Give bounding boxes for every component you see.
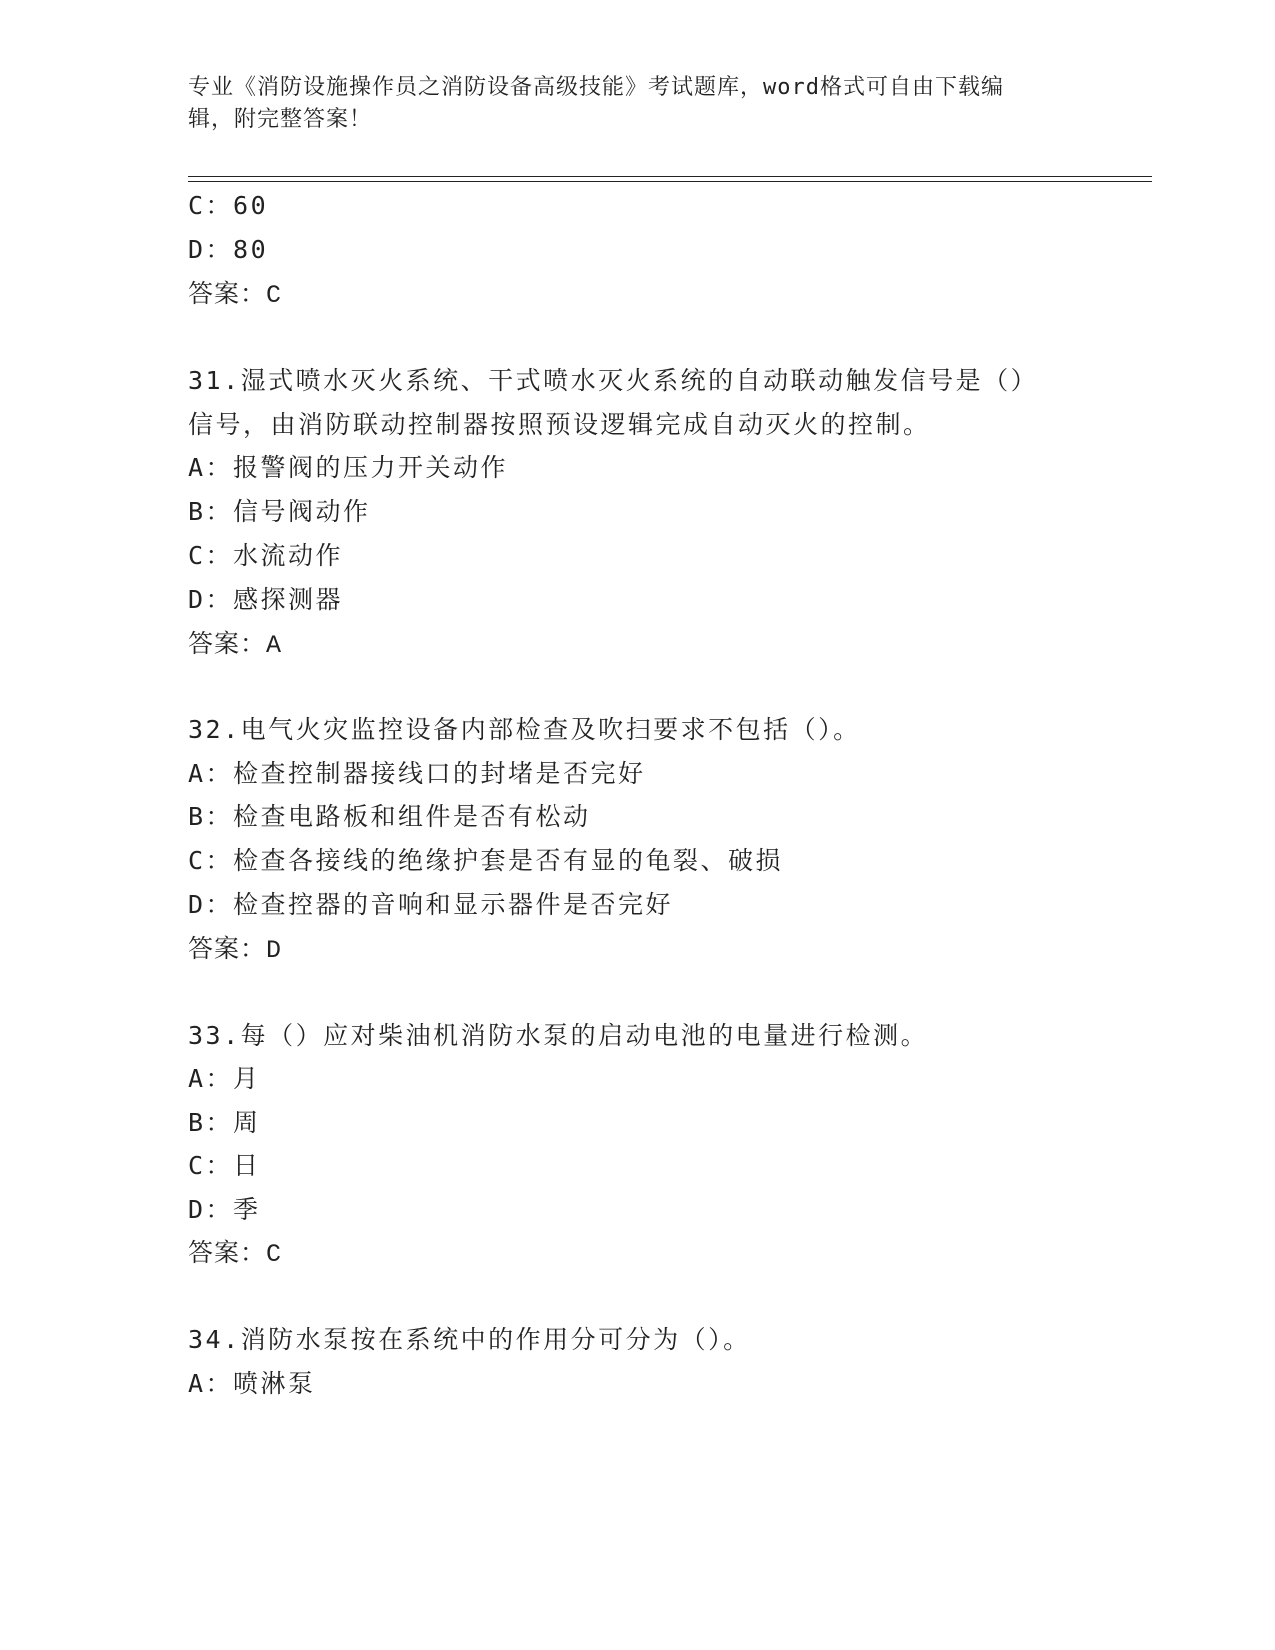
q32-option-b: B：检查电路板和组件是否有松动 (188, 802, 591, 831)
answer-label: 答案： (188, 629, 267, 658)
document-header (188, 72, 1068, 136)
q31-option-d: D：感探测器 (188, 585, 344, 614)
q32-stem-line-1: 32.电气火灾监控设备内部检查及吹扫要求不包括（）。 (188, 715, 861, 744)
q31-option-c: C：水流动作 (188, 541, 344, 570)
header-rule-bottom (188, 181, 1152, 182)
header-rule-top (188, 176, 1152, 177)
q32-answer (188, 933, 282, 967)
q33-option-a: A：月 (188, 1064, 261, 1093)
q32-option-d: D：检查控器的音响和显示器件是否完好 (188, 890, 674, 919)
q33-option-d: D：季 (188, 1195, 261, 1224)
prev-option-d: D：80 (188, 235, 269, 264)
answer-value: C (266, 281, 283, 310)
q32-option-c: C：检查各接线的绝缘护套是否有显的龟裂、破损 (188, 846, 784, 875)
q33-option-c: C：日 (188, 1151, 261, 1180)
header-line-2: 辑，附完整答案！ (188, 107, 373, 132)
header-line-1: 专业《消防设施操作员之消防设备高级技能》考试题库，word格式可自由下载编 (188, 75, 1004, 100)
q31-stem-line-1: 31.湿式喷水灭火系统、干式喷水灭火系统的自动联动触发信号是（） (188, 366, 1039, 395)
q33-answer (188, 1237, 282, 1271)
q32-option-a: A：检查控制器接线口的封堵是否完好 (188, 759, 646, 788)
prev-option-c: C：60 (188, 191, 269, 220)
q31-stem-line-2: 信号，由消防联动控制器按照预设逻辑完成自动灭火的控制。 (188, 410, 931, 439)
answer-label: 答案： (188, 279, 267, 308)
answer-value: A (266, 631, 283, 660)
q34-stem-line-1: 34.消防水泵按在系统中的作用分可分为（）。 (188, 1325, 751, 1354)
q31-option-a: A：报警阀的压力开关动作 (188, 453, 509, 482)
answer-value: D (266, 936, 283, 965)
q34-option-a: A：喷淋泵 (188, 1369, 316, 1398)
q33-option-b: B：周 (188, 1108, 261, 1137)
q31-answer (188, 628, 282, 662)
answer-label: 答案： (188, 934, 267, 963)
q33-stem-line-1: 33.每（）应对柴油机消防水泵的启动电池的电量进行检测。 (188, 1021, 929, 1050)
q31-option-b: B：信号阀动作 (188, 497, 371, 526)
answer-label: 答案： (188, 1238, 267, 1267)
prev-answer (188, 278, 282, 312)
answer-value: C (266, 1240, 283, 1269)
